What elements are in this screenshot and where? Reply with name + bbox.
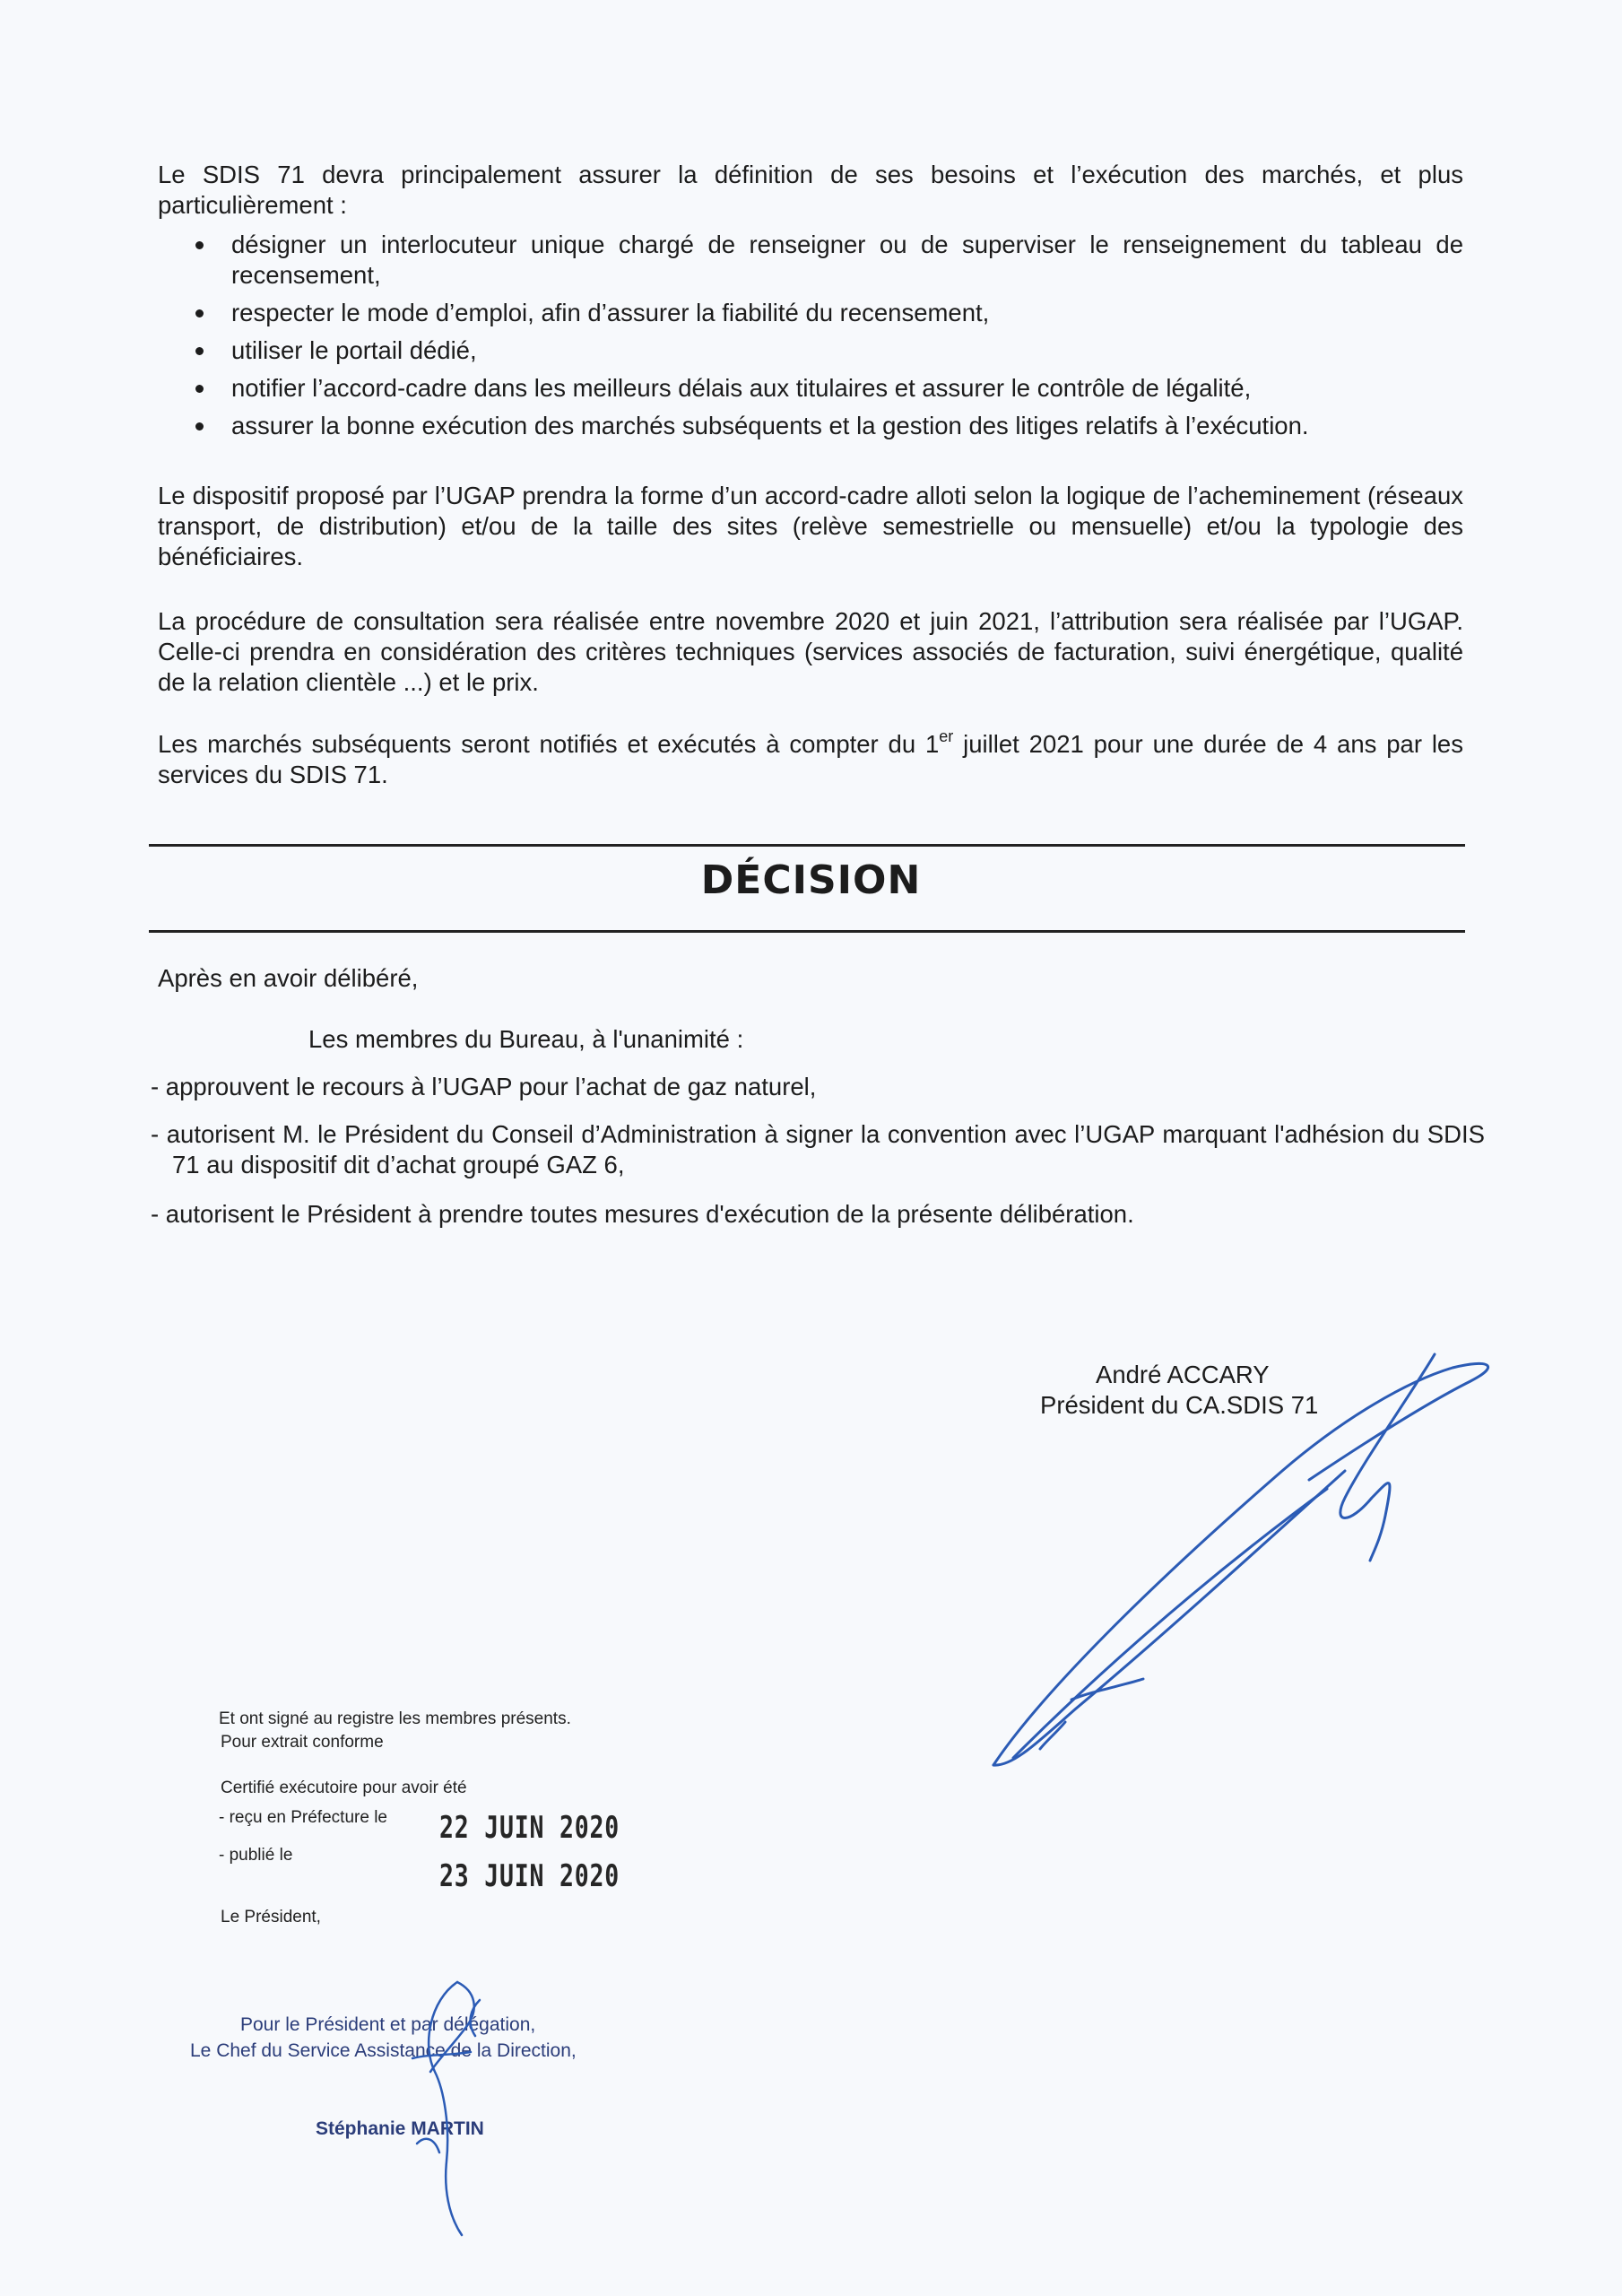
- publie-label: - publié le: [219, 1846, 293, 1865]
- marches-text-end: juillet 2021 pour une durée de 4 ans par les services du SDIS 71.: [158, 730, 1463, 788]
- intro-paragraph: Le SDIS 71 devra principalement assurer la définition de ses besoins et l’exécution des marchés, et plus particulièrement :: [158, 161, 1463, 219]
- decision-bottom-rule: [149, 930, 1465, 933]
- signatory-role: Président du CA.SDIS 71: [1040, 1391, 1319, 1419]
- list-item: désigner un interlocuteur unique chargé de renseigner ou de superviser le renseignement du tableau de recensement,: [231, 230, 1463, 289]
- certification-line-2: Pour extrait conforme: [221, 1733, 384, 1752]
- list-item: utiliser le portail dédié,: [231, 335, 1463, 366]
- recu-label: - reçu en Préfecture le: [219, 1808, 387, 1827]
- delegation-line-1: Pour le Président et par délégation,: [240, 2014, 536, 2035]
- dispositif-paragraph: Le dispositif proposé par l’UGAP prendra la forme d’un accord-cadre alloti selon la logique de l’acheminement (réseaux transport, de distribution) et/ou de la taille des sites (relève semestrielle ou mensuelle) et/ou la typologie des bénéficiaires.: [158, 482, 1463, 570]
- list-item: notifier l’accord-cadre dans les meilleurs délais aux titulaires et assurer le contrôle de légalité,: [231, 373, 1463, 404]
- decision-item: - approuvent le recours à l’UGAP pour l’achat de gaz naturel,: [151, 1073, 817, 1100]
- decision-top-rule: [149, 844, 1465, 847]
- obligations-list: [231, 230, 1463, 448]
- list-item: respecter le mode d’emploi, afin d’assurer la fiabilité du recensement,: [231, 298, 1463, 328]
- delegation-name: Stéphanie MARTIN: [316, 2118, 484, 2139]
- president-signature: [986, 1345, 1524, 1776]
- marches-paragraph: [158, 726, 1463, 790]
- membres-heading: Les membres du Bureau, à l'unanimité :: [308, 1025, 744, 1053]
- delegation-line-2: Le Chef du Service Assistance de la Direction,: [190, 2040, 577, 2061]
- procedure-paragraph: La procédure de consultation sera réalisée entre novembre 2020 et juin 2021, l’attribution sera réalisée par l’UGAP. Celle-ci prendra en considération des critères techniques (services associés de facturation, suivi énergétique, qualité de la relation clientèle ...) et le prix.: [158, 607, 1463, 696]
- certification-line-3: Certifié exécutoire pour avoir été: [221, 1779, 467, 1797]
- ordinal-suffix: er: [939, 726, 954, 745]
- signatory-name: André ACCARY: [1096, 1361, 1270, 1388]
- decision-item: - autorisent M. le Président du Conseil d’Administration à signer la convention avec l’UGAP marquant l'adhésion du SDIS 71 au dispositif dit d’achat groupé GAZ 6,: [151, 1120, 1485, 1178]
- marches-text-start: Les marchés subséquents seront notifiés et exécutés à compter du 1: [158, 730, 940, 758]
- publie-date-stamp: 23 JUIN 2020: [439, 1858, 620, 1894]
- decision-title: DÉCISION: [700, 857, 922, 903]
- president-label: Le Président,: [221, 1908, 321, 1926]
- delegation-signature: [395, 1973, 502, 2242]
- decision-item: - autorisent le Président à prendre toutes mesures d'exécution de la présente délibération.: [151, 1200, 1134, 1228]
- certification-line-1: Et ont signé au registre les membres présents.: [219, 1709, 571, 1728]
- apres-deliberation: Après en avoir délibéré,: [158, 964, 419, 992]
- recu-date-stamp: 22 JUIN 2020: [439, 1810, 620, 1846]
- list-item: assurer la bonne exécution des marchés subséquents et la gestion des litiges relatifs à l’exécution.: [231, 411, 1463, 441]
